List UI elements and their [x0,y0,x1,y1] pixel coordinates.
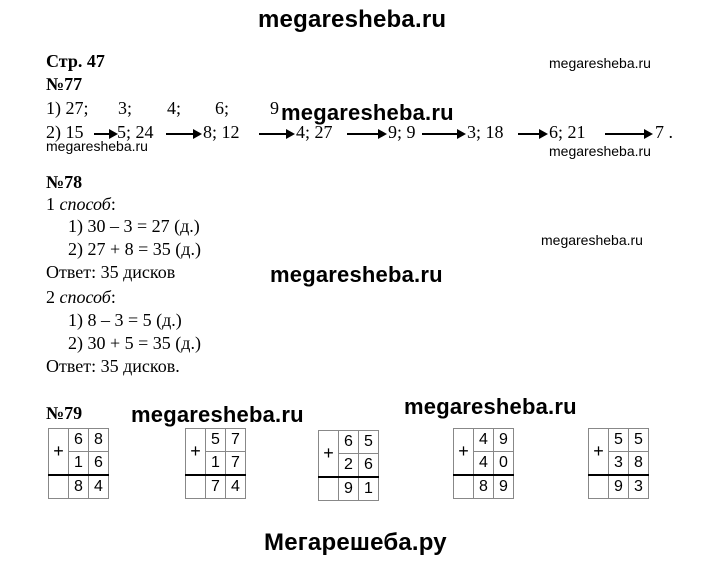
sum-result-row [454,475,514,499]
empty-cell [454,475,474,499]
digit-cell: 1 [206,452,226,476]
digit-cell: 3 [629,475,649,499]
watermark: megaresheba.ru [541,232,643,248]
task-77-row2-item: 3; 18 [467,122,504,142]
task-77-row1-item: 9 [270,98,279,118]
task-77-row2-item: 5; 24 [117,122,154,142]
plus-sign-cell: + [454,429,474,476]
digit-cell: 5 [609,429,629,452]
watermark: megaresheba.ru [270,262,443,287]
addend-top-row [186,429,246,452]
addend-top-row [589,429,649,452]
arrow-icon [605,133,651,135]
digit-cell: 4 [226,475,246,499]
task-77-row2-item: 4; 27 [296,122,333,142]
task-77-row1-item: 1) 27; [46,98,89,118]
empty-cell [319,477,339,501]
digit-cell: 7 [226,452,246,476]
addend-top-row [454,429,514,452]
method-number: 2 [46,287,60,307]
watermark: megaresheba.ru [404,394,577,419]
plus-sign-cell: + [319,431,339,478]
method-number: 1 [46,194,60,214]
column-addition [588,428,649,499]
digit-cell: 6 [359,454,379,478]
method-2-step: 2) 30 + 5 = 35 (д.) [68,333,201,353]
method-word: способ [59,194,111,214]
empty-cell [589,475,609,499]
method-1-step: 1) 30 – 3 = 27 (д.) [68,216,200,236]
method-1-heading [46,194,116,215]
digit-cell: 4 [474,429,494,452]
arrow-icon [259,133,293,135]
sum-result-row [589,475,649,499]
sum-result-row [49,475,109,499]
arrow-icon [166,133,200,135]
watermark: megaresheba.ru [281,100,454,125]
digit-cell: 4 [474,452,494,476]
digit-cell: 8 [89,429,109,452]
header-watermark: megaresheba.ru [258,6,447,33]
method-1-step: 2) 27 + 8 = 35 (д.) [68,239,201,259]
task-77-row1-item: 4; [167,98,182,118]
task-77-row2-item: 9; 9 [388,122,416,142]
digit-cell: 1 [69,452,89,476]
watermark: megaresheba.ru [131,402,304,427]
plus-sign-cell: + [589,429,609,476]
task-77-row2-item: 7 . [655,122,673,142]
sum-result-row [319,477,379,501]
addend-top-row [319,431,379,454]
digit-cell: 7 [226,429,246,452]
watermark: megaresheba.ru [549,55,651,71]
footer-watermark: Мегарешеба.ру [264,529,447,556]
watermark: megaresheba.ru [549,143,651,159]
method-word: способ [59,287,111,307]
digit-cell: 6 [69,429,89,452]
page-label: Стр. 47 [46,51,105,71]
digit-cell: 9 [609,475,629,499]
digit-cell: 7 [206,475,226,499]
answer-1: Ответ: 35 дисков [46,262,176,282]
task-77-row2-prefix: 2) 15 [46,122,84,142]
digit-cell: 8 [629,452,649,476]
empty-cell [186,475,206,499]
digit-cell: 8 [474,475,494,499]
answer-2: Ответ: 35 дисков. [46,356,180,376]
task-77-row1-item: 6; [215,98,230,118]
task-77-row2-item: 6; 21 [549,122,586,142]
digit-cell: 9 [494,475,514,499]
digit-cell: 3 [609,452,629,476]
addend-top-row [49,429,109,452]
colon: : [110,194,116,214]
task-77-row2-item: 8; 12 [203,122,240,142]
digit-cell: 0 [494,452,514,476]
column-addition [185,428,246,499]
digit-cell: 5 [359,431,379,454]
column-addition [318,430,379,501]
digit-cell: 6 [339,431,359,454]
arrow-icon [347,133,385,135]
column-addition [48,428,109,499]
task-77-row1-item: 3; [118,98,133,118]
empty-cell [49,475,69,499]
plus-sign-cell: + [186,429,206,476]
task-77-title: №77 [46,74,83,94]
arrow-icon [422,133,464,135]
digit-cell: 4 [89,475,109,499]
digit-cell: 2 [339,454,359,478]
digit-cell: 6 [89,452,109,476]
digit-cell: 5 [629,429,649,452]
method-2-step: 1) 8 – 3 = 5 (д.) [68,310,182,330]
task-78-title: №78 [46,172,83,192]
digit-cell: 5 [206,429,226,452]
arrow-icon [94,133,116,135]
digit-cell: 9 [339,477,359,501]
column-addition [453,428,514,499]
task-79-title: №79 [46,403,83,423]
method-2-heading [46,287,116,308]
arrow-icon [518,133,546,135]
watermark: megaresheba.ru [46,138,148,154]
plus-sign-cell: + [49,429,69,476]
digit-cell: 1 [359,477,379,501]
colon: : [110,287,116,307]
sum-result-row [186,475,246,499]
digit-cell: 9 [494,429,514,452]
digit-cell: 8 [69,475,89,499]
